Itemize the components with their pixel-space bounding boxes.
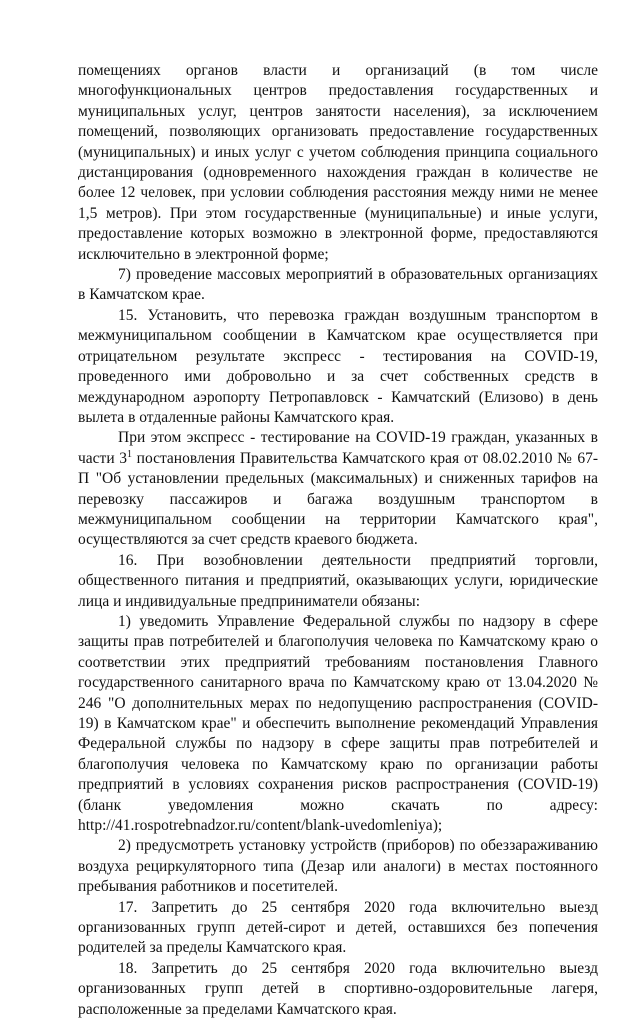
paragraph-16-item-1: 1) уведомить Управление Федеральной службы по надзору в сфере защиты прав потребителей и благополучия человека по Камчатскому краю о соответствии этих предприятий требованиям постановления Главного государственного санитарного врача по Камчатскому краю от 13.04.2020 № 246 "О дополнительных мерах по недопущению распространения (COVID-19) в Камчатском крае" и обеспечить выполнение рекомендаций Управления Федеральной службы по надзору в сфере защиты прав потребителей и благополучия человека по Камчатскому краю по организации работы предприятий в условиях сохранения рисков распространения (COVID-19) (бланк уведомления можно скачать по адресу: http://41.rospotrebnadzor.ru/content/blank-uvedomleniya); <box>78 612 598 835</box>
superscript-index: 1 <box>127 448 133 460</box>
paragraph-15-testing-costs <box>78 428 598 550</box>
document-page <box>78 61 598 1020</box>
paragraph-item-7: 7) проведение массовых мероприятий в образовательных организациях в Камчатском крае. <box>78 266 598 304</box>
paragraph-17: 17. Запретить до 25 сентября 2020 года включительно выезд организованных групп детей-сирот и детей, оставшихся без попечения родителей за пределы Камчатского края. <box>78 898 598 957</box>
paragraph-continuation: помещениях органов власти и организаций (в том числе многофункциональных центров предоставления государственных и муниципальных услуг, центров занятости населения), за исключением помещений, позволяющих организовать предоставление государственных (муниципальных) и иных услуг с учетом соблюдения принципа социального дистанцирования (одновременного нахождения граждан в количестве не более 12 человек, при условии соблюдения расстояния между ними не менее 1,5 метров). При этом государственные (муниципальные) и иные услуги, предоставление которых возможно в электронной форме, предоставляются исключительно в электронной форме; <box>78 62 598 263</box>
paragraph-16: 16. При возобновлении деятельности предприятий торговли, общественного питания и предприятий, оказывающих услуги, юридические лица и индивидуальные предприниматели обязаны: <box>78 551 598 610</box>
paragraph-16-item-2: 2) предусмотреть установку устройств (приборов) по обеззараживанию воздуха рециркуляторного типа (Дезар или аналоги) в местах постоянного пребывания работников и посетителей. <box>78 837 598 896</box>
paragraph-15: 15. Установить, что перевозка граждан воздушным транспортом в межмуниципальном сообщении в Камчатском крае осуществляется при отрицательном результате экспресс - тестирования на COVID-19, проведенного ими добровольно и за счет собственных средств в международном аэропорту Петропавловск - Камчатский (Елизово) в день вылета в отдаленные районы Камчатского края. <box>78 306 598 426</box>
paragraph-18: 18. Запретить до 25 сентября 2020 года включительно выезд организованных групп детей в спортивно-оздоровительные лагеря, расположенные за пределами Камчатского края. <box>78 959 598 1018</box>
paragraph-15-text-after: постановления Правительства Камчатского края от 08.02.2010 № 67-П "Об установлении предельных (максимальных) и сниженных тарифов на перевозку пассажиров и багажа воздушным транспортом в межмуниципальном сообщении на территории Камчатского края", осуществляются за счет средств краевого бюджета. <box>78 449 598 549</box>
paragraph-15-text-before: При этом экспресс - тестирование на COVID-19 граждан, указанных в части 3 <box>78 429 598 467</box>
